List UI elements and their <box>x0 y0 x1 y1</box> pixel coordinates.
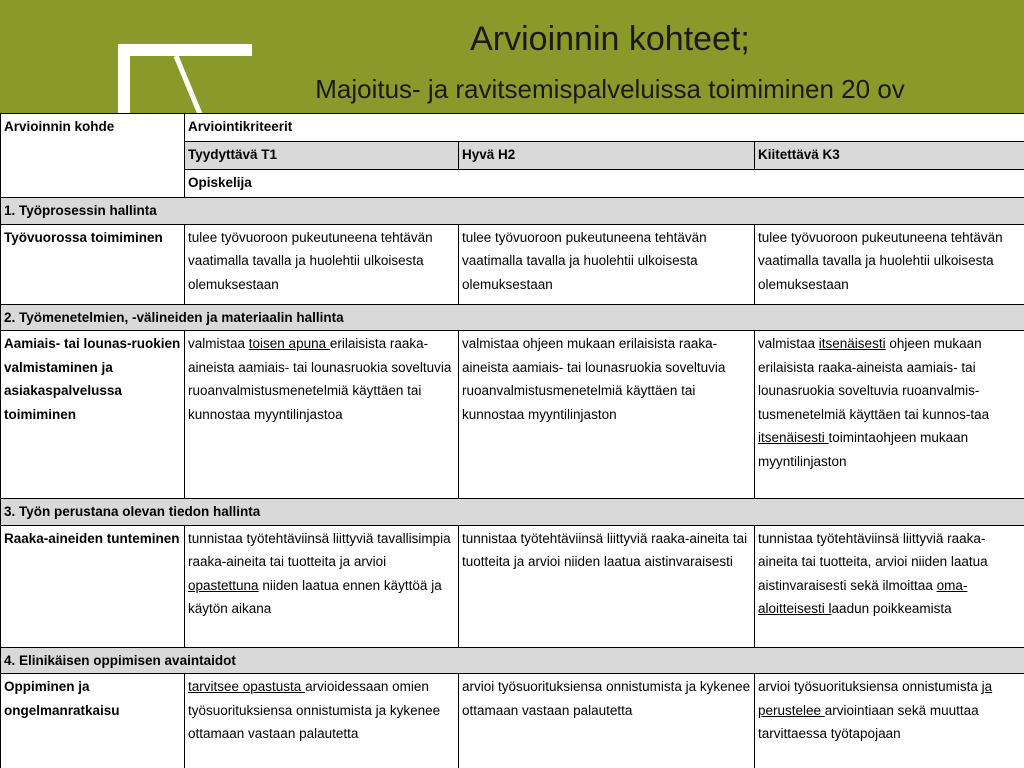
criteria-table <box>0 113 1024 768</box>
table-row <box>1 525 1024 647</box>
text-part: aadun poikkeamista <box>831 601 952 616</box>
topic-cell: Työvuorossa toimiminen <box>1 224 185 304</box>
section-title: 4. Elinikäisen oppimisen avaintaidot <box>1 647 1024 674</box>
text-part: ohjeen mukaan erilaisista raaka-aineista aamiais- tai lounasruokia soveltuvia ruoanvalmis-tusmenetelmiä käyttäen tai kunnos-taa <box>758 336 990 422</box>
text-part: erilaisista raaka-aineista aamiais- tai lounasruokia soveltuvia ruoanvalmistusmenetelmiä käyttäen tai kunnostaa myyntilinjastoa <box>188 336 452 422</box>
header-arviointikriteerit: Arviointikriteerit <box>185 114 1024 142</box>
text-part: tunnistaa työtehtäviinsä liittyviä tavallisimpia raaka-aineita tai tuotteita ja arvioi <box>188 530 451 569</box>
slide-title: Arvioinnin kohteet; <box>470 20 750 58</box>
underlined-text: oma-aloitteisesti l <box>758 577 968 616</box>
section-row <box>1 647 1024 674</box>
topic-cell: Raaka-aineiden tunteminen <box>1 525 185 647</box>
criteria-k3 <box>755 525 1024 647</box>
topic-cell: Oppiminen ja ongelmanratkaisu <box>1 674 185 768</box>
text-part: valmistaa <box>188 336 249 351</box>
text-part: valmistaa <box>758 336 819 351</box>
criteria-k3: tulee työvuoroon pukeutuneena tehtävän vaatimalla tavalla ja huolehtii ulkoisesta olemuksestaan <box>755 224 1024 304</box>
section-title: 3. Työn perustana olevan tiedon hallinta <box>1 499 1024 526</box>
table-row <box>1 674 1024 768</box>
text-part: tunnistaa työtehtäviinsä liittyviä raaka-aineita tai tuotteita, arvioi niiden laatua aistinvaraisesti sekä ilmoittaa <box>758 530 988 593</box>
header-arvioinnin-kohde: Arvioinnin kohde <box>1 114 185 198</box>
text-part: niiden laatua ennen käyttöä ja käytön aikana <box>188 577 442 616</box>
underlined-text: toisen apuna <box>248 336 330 351</box>
table-header-row <box>1 114 1024 142</box>
slide-subtitle: Majoitus- ja ravitsemispalveluissa toimiminen 20 ov <box>315 74 905 104</box>
table-row <box>1 224 1024 304</box>
criteria-t1: tulee työvuoroon pukeutuneena tehtävän vaatimalla tavalla ja huolehtii ulkoisesta olemuksestaan <box>185 224 459 304</box>
text-part: arviointiaan sekä muuttaa tarvittaessa työtapojaan <box>758 702 979 741</box>
criteria-h2: valmistaa ohjeen mukaan erilaisista raaka-aineista aamiais- tai lounasruokia soveltuvia ruoanvalmistusmenetelmiä käyttäen tai kunnostaa myyntilinjaston <box>459 331 755 499</box>
text-part: arvioi työsuorituksiensa onnistumista <box>758 679 982 694</box>
criteria-k3 <box>755 331 1024 499</box>
section-title: 1. Työprosessin hallinta <box>1 198 1024 225</box>
slide-header <box>0 0 1024 114</box>
section-row <box>1 499 1024 526</box>
criteria-h2: tulee työvuoroon pukeutuneena tehtävän vaatimalla tavalla ja huolehtii ulkoisesta olemuksestaan <box>459 224 755 304</box>
underlined-text: itsenäisesti <box>758 430 829 445</box>
section-row <box>1 304 1024 331</box>
level-t1: Tyydyttävä T1 <box>185 142 459 170</box>
criteria-h2: tunnistaa työtehtäviinsä liittyviä raaka-aineita tai tuotteita ja arvioi niiden laatua aistinvaraisesti <box>459 525 755 647</box>
level-k3: Kiitettävä K3 <box>755 142 1024 170</box>
section-title: 2. Työmenetelmien, -välineiden ja materiaalin hallinta <box>1 304 1024 331</box>
criteria-h2: arvioi työsuorituksiensa onnistumista ja kykenee ottamaan vastaan palautetta <box>459 674 755 768</box>
level-h2: Hyvä H2 <box>459 142 755 170</box>
underlined-text: ja perustelee <box>758 679 993 718</box>
topic-cell: Aamiais- tai lounas-ruokien valmistaminen ja asiakaspalvelussa toimiminen <box>1 331 185 499</box>
underlined-text: itsenäisesti <box>818 336 886 351</box>
section-row <box>1 198 1024 225</box>
criteria-k3 <box>755 674 1024 768</box>
header-opiskelija: Opiskelija <box>185 170 1024 198</box>
underlined-text: tarvitsee opastusta <box>188 679 306 694</box>
text-part: arvioidessaan omien työsuorituksiensa onnistumista ja kykenee ottamaan vastaan palautetta <box>188 679 441 741</box>
criteria-t1 <box>185 674 459 768</box>
underlined-text: opastettuna <box>188 577 259 593</box>
criteria-t1 <box>185 525 459 647</box>
table-row <box>1 331 1024 499</box>
text-part: toimintaohjeen mukaan myyntilinjaston <box>758 430 969 469</box>
criteria-t1 <box>185 331 459 499</box>
